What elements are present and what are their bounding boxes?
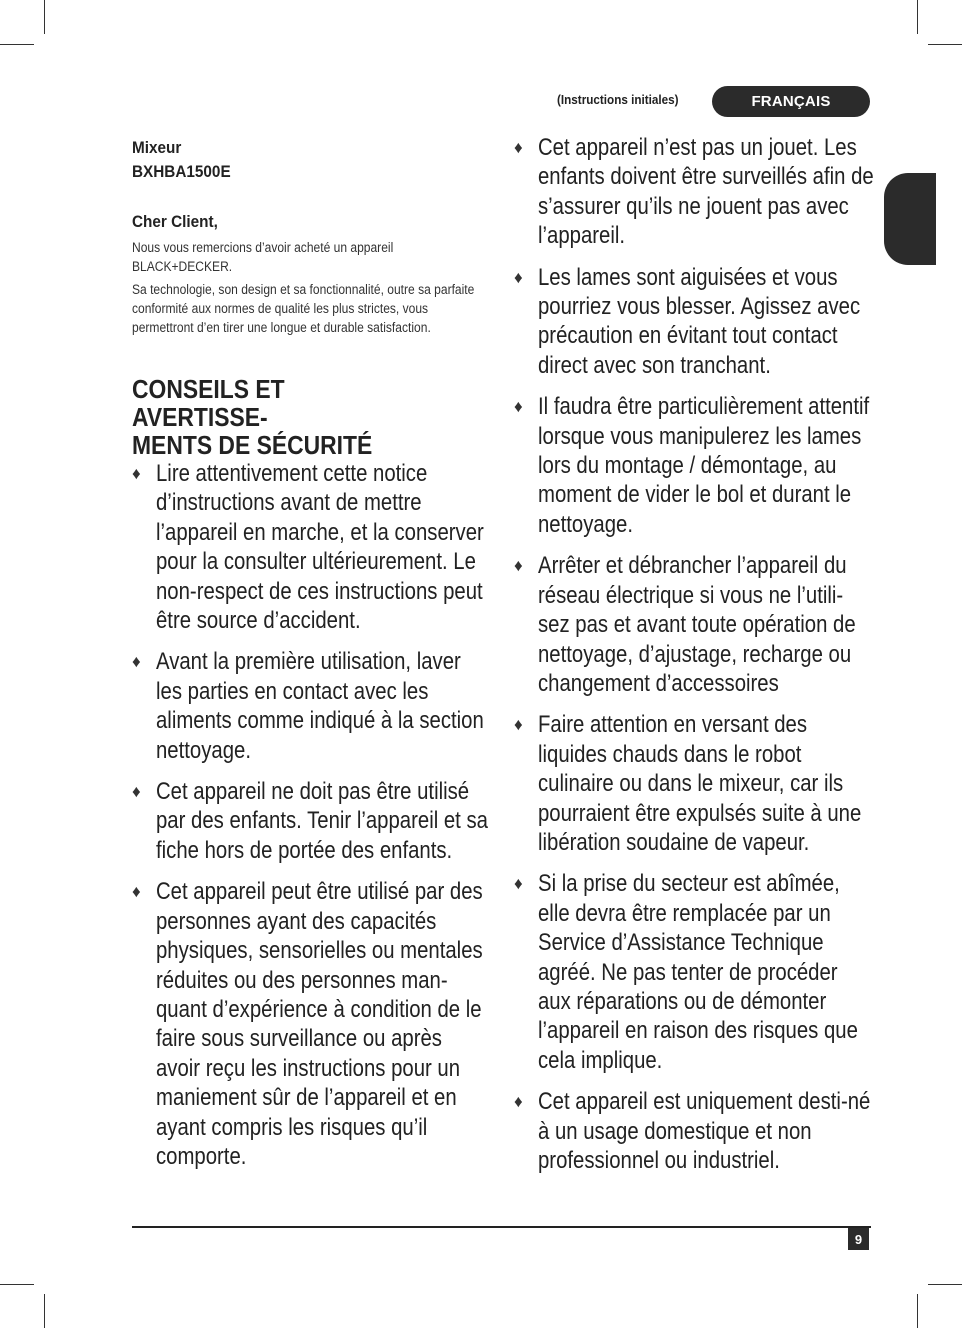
list-item bbox=[514, 1087, 894, 1175]
crop-mark-top-left-horizontal bbox=[0, 44, 34, 45]
list-item-text: Si la prise du secteur est abîmée, elle devra être remplacée par un Service d’Assistance Technique agréé. Ne pas tenter de procéder aux réparations ou de démonter l’appareil en raison des risques que cela implique. bbox=[538, 870, 858, 1074]
crop-mark-top-left-vertical bbox=[44, 0, 45, 34]
crop-mark-top-right-vertical bbox=[917, 0, 918, 34]
greeting: Cher Client, bbox=[132, 212, 218, 231]
list-item-text: Cet appareil peut être utilisé par des personnes ayant des capacités physiques, sensorielles ou mentales réduites ou des personnes man-quant d’expérience à condition de le faire sous surveillance ou après avoir reçu les instructions pour un maniement sûr de l’appareil et en ayant compris les risques qu’il comporte. bbox=[156, 878, 483, 1170]
instructions-note: (Instructions initiales) bbox=[557, 92, 679, 107]
page-number: 9 bbox=[848, 1228, 869, 1250]
intro-text bbox=[132, 238, 492, 337]
footer-divider bbox=[132, 1226, 871, 1228]
crop-mark-bottom-left-vertical bbox=[44, 1294, 45, 1328]
list-item bbox=[514, 551, 894, 698]
list-item bbox=[132, 647, 492, 765]
diamond-bullet-icon: ♦ bbox=[514, 397, 523, 417]
diamond-bullet-icon: ♦ bbox=[514, 138, 523, 157]
diamond-bullet-icon: ♦ bbox=[514, 267, 523, 287]
list-item-text: Arrêter et débrancher l’appareil du réseau électrique si vous ne l’utili-sez pas et avant toute opération de nettoyage, d’ajustage, recharge ou changement d’accessoires bbox=[538, 552, 856, 697]
list-item bbox=[514, 710, 894, 857]
product-name: Mixeur bbox=[132, 138, 182, 157]
right-column bbox=[514, 133, 894, 1187]
left-column bbox=[132, 136, 492, 1183]
safety-list-right bbox=[514, 133, 894, 1175]
list-item bbox=[132, 777, 492, 865]
list-item-text: Cet appareil ne doit pas être utilisé par des enfants. Tenir l’appareil et sa fiche hors de portée des enfants. bbox=[156, 778, 488, 864]
list-item-text: Lire attentivement cette notice d’instructions avant de mettre l’appareil en marche, et la conserver pour la consulter ultérieurement. Le non-respect de ces instructions peut être source d’accident. bbox=[156, 460, 484, 635]
list-item bbox=[514, 263, 894, 381]
list-item-text: Les lames sont aiguisées et vous pourriez vous blesser. Agissez avec précaution en évitant tout contact direct avec son tranchant. bbox=[538, 263, 861, 379]
list-item-text: Cet appareil est uniquement desti-né à un usage domestique et non professionnel ou industriel. bbox=[538, 1088, 871, 1174]
diamond-bullet-icon: ♦ bbox=[132, 882, 141, 902]
diamond-bullet-icon: ♦ bbox=[132, 782, 141, 802]
diamond-bullet-icon: ♦ bbox=[132, 464, 141, 483]
diamond-bullet-icon: ♦ bbox=[132, 652, 141, 672]
section-title: CONSEILS ET AVERTISSE- MENTS DE SÉCURITÉ bbox=[132, 374, 373, 460]
list-item-text: Avant la première utilisation, laver les parties en contact avec les aliments comme indiqué à la section nettoyage. bbox=[156, 648, 484, 764]
list-item-text: Faire attention en versant des liquides chauds dans le robot culinaire ou dans le mixeur, car ils pourraient être expulsés suite à une libération soudaine de vapeur. bbox=[538, 711, 862, 856]
crop-mark-bottom-right-horizontal bbox=[928, 1284, 962, 1285]
list-item-text: Il faudra être particulièrement attentif lorsque vous manipulerez les lames lors du montage / démontage, au moment de vider le bol et durant le nettoyage. bbox=[538, 393, 870, 538]
intro-paragraph: Sa technologie, son design et sa fonctionnalité, outre sa parfaite conformité aux normes de qualité les plus strictes, vous permettront d’en tirer une longue et durable satisfaction. bbox=[132, 282, 475, 335]
crop-mark-bottom-right-vertical bbox=[917, 1294, 918, 1328]
diamond-bullet-icon: ♦ bbox=[514, 556, 523, 576]
list-item bbox=[514, 133, 894, 251]
diamond-bullet-icon: ♦ bbox=[514, 1092, 523, 1112]
language-badge: FRANÇAIS bbox=[712, 86, 870, 117]
list-item-text: Cet appareil n’est pas un jouet. Les enfants doivent être surveillés afin de s’assurer qu’ils ne jouent pas avec l’appareil. bbox=[538, 134, 874, 250]
crop-mark-bottom-left-horizontal bbox=[0, 1284, 34, 1285]
diamond-bullet-icon: ♦ bbox=[514, 715, 523, 735]
list-item bbox=[514, 869, 894, 1075]
list-item bbox=[514, 392, 894, 539]
list-item bbox=[132, 459, 492, 635]
list-item bbox=[132, 877, 492, 1171]
intro-paragraph: Nous vous remercions d’avoir acheté un appareil BLACK+DECKER. bbox=[132, 240, 394, 274]
crop-mark-top-right-horizontal bbox=[928, 44, 962, 45]
product-model: BXHBA1500E bbox=[132, 162, 231, 181]
safety-list-left bbox=[132, 459, 492, 1171]
diamond-bullet-icon: ♦ bbox=[514, 874, 523, 894]
